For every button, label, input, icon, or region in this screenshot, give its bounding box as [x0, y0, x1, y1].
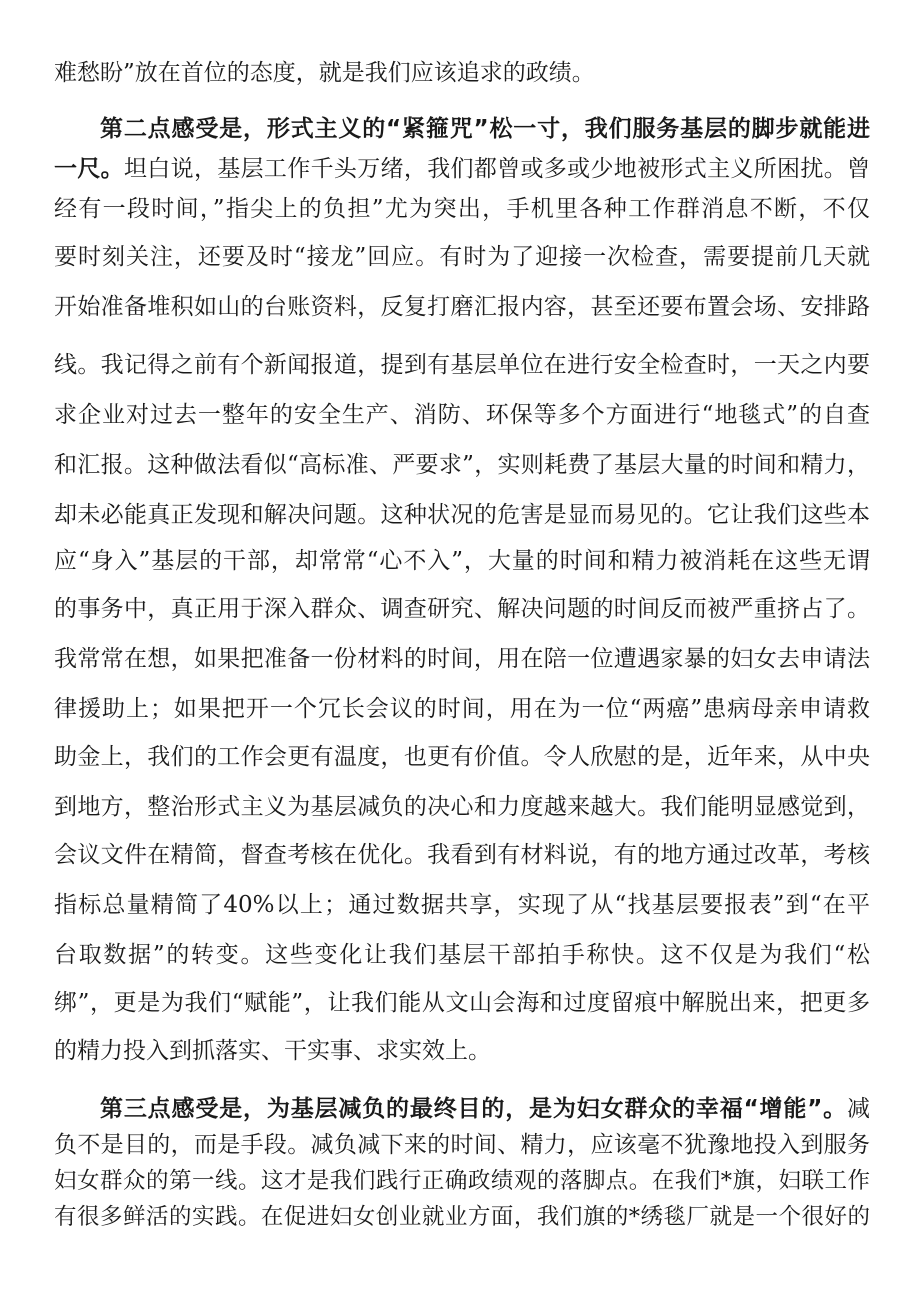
p2-line-2 [54, 154, 870, 184]
p2-line-5: 开始准备堆积如山的台账资料，反复打磨汇报内容，甚至还要布置会场、安排路 [54, 294, 870, 320]
p3-line-2: 负不是目的，而是手段。减负减下来的时间、精力，应该毫不犹豫地投入到服务 [54, 1132, 870, 1158]
p2-line-19: 绑”，更是为我们“赋能”，让我们能从文山会海和过度留痕中解脱出来，把更多 [54, 990, 870, 1016]
p2-line-3: 经有一段时间，”指尖上的负担”尤为突出，手机里各种工作群消息不断，不仅 [54, 196, 870, 222]
p3-line-4: 有很多鲜活的实践。在促进妇女创业就业方面，我们旗的*绣毯厂就是一个很好的 [54, 1204, 870, 1230]
p2-line-16: 会议文件在精简，督查考核在优化。我看到有材料说，有的地方通过改革，考核 [54, 842, 870, 868]
p3-line-1-text: 减 [847, 1096, 870, 1122]
p2-line-7: 求企业对过去一整年的安全生产、消防、环保等多个方面进行“地毯式”的自查 [54, 402, 870, 428]
p3-line-3: 妇女群众的第一线。这才是我们践行正确政绩观的落脚点。在我们*旗，妇联工作 [54, 1168, 870, 1194]
p2-line-15: 到地方，整治形式主义为基层减负的决心和力度越来越大。我们能明显感觉到， [54, 794, 870, 820]
p1-line-1: 难愁盼”放在首位的态度，就是我们应该追求的政绩。 [54, 60, 595, 86]
p2-line-14: 助金上，我们的工作会更有温度，也更有价值。令人欣慰的是，近年来，从中央 [54, 744, 870, 770]
p2-line-4: 要时刻关注，还要及时“接龙”回应。有时为了迎接一次检查，需要提前几天就 [54, 244, 870, 270]
p2-line-13: 律援助上；如果把开一个冗长会议的时间，用在为一位“两癌”患病母亲申请救 [54, 696, 870, 722]
p2-line-11: 的事务中，真正用于深入群众、调查研究、解决问题的时间反而被严重挤占了。 [54, 596, 870, 622]
p2-line-18: 台取数据”的转变。这些变化让我们基层干部拍手称快。这不仅是为我们“松 [54, 942, 870, 968]
p3-lead: 第三点感受是，为基层减负的最终目的，是为妇女群众的幸福“增能”。 [100, 1096, 847, 1122]
p3-line-1 [100, 1094, 870, 1124]
p2-line-12: 我常常在想，如果把准备一份材料的时间，用在陪一位遭遇家暴的妇女去申请法 [54, 646, 870, 672]
p2-lead-part2: 一尺。 [54, 156, 124, 182]
p2-line-20: 的精力投入到抓落实、干实事、求实效上。 [54, 1038, 491, 1064]
p2-line-2-text: 坦白说，基层工作千头万绪，我们都曾或多或少地被形式主义所困扰。曾 [123, 156, 870, 182]
p2-line-1 [100, 114, 870, 144]
p2-line-6: 线。我记得之前有个新闻报道，提到有基层单位在进行安全检查时，一天之内要 [54, 352, 870, 378]
p2-line-10: 应“身入”基层的干部，却常常“心不入”，大量的时间和精力被消耗在这些无谓 [54, 548, 870, 574]
p2-lead-part1: 第二点感受是，形式主义的“紧箍咒”松一寸，我们服务基层的脚步就能进 [100, 116, 870, 142]
p2-line-8: 和汇报。这种做法看似“高标准、严要求”，实则耗费了基层大量的时间和精力， [54, 452, 870, 478]
p2-line-9: 却未必能真正发现和解决问题。这种状况的危害是显而易见的。它让我们这些本 [54, 502, 870, 528]
p2-line-17: 指标总量精简了40%以上；通过数据共享，实现了从“找基层要报表”到“在平 [54, 892, 870, 918]
